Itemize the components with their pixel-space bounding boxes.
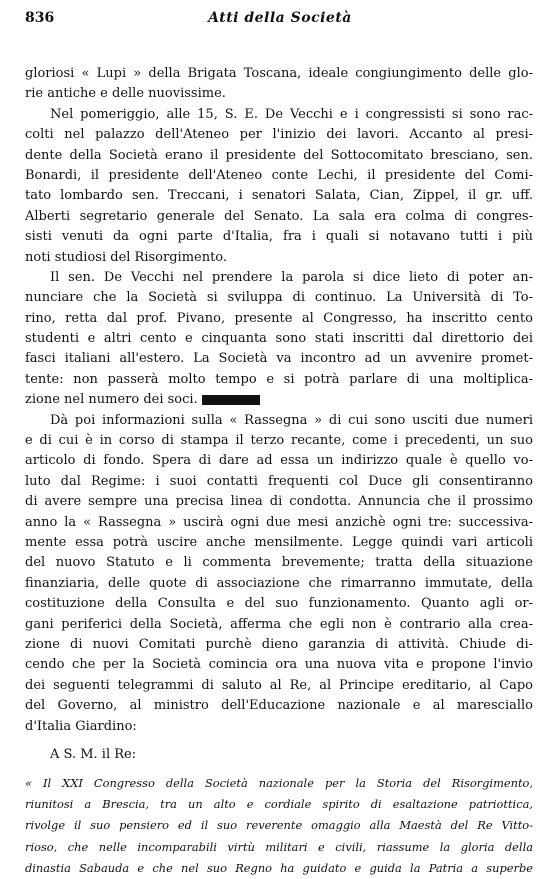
text-line: del Governo, al ministro dell'Educazione nazionale e al maresciallo [25,698,533,714]
text-line: fasci italiani all'estero. La Società va incontro ad un avvenire promet- [25,351,533,367]
text-line: dente della Società erano il presidente del Sottocomitato bresciano, sen. [25,147,533,163]
text-line: studenti e altri cento e cinquanta sono stati inscritti dal direttorio dei [25,331,533,347]
text-line: d'Italia Giardino: [25,718,137,734]
telegram-line: dinastia Sabauda e che nel suo Regno ha guidato e guida la Patria a superbe [25,861,533,876]
text-line: noti studiosi del Risorgimento. [25,249,228,265]
page-body [25,64,533,879]
page-number: 836 [25,10,55,26]
telegram-line: « Il XXI Congresso della Società nazionale per la Storia del Risorgimento, [25,775,533,790]
telegram-line: riunitosi a Brescia, tra un alto e cordiale spirito di esaltazione patriottica, [25,797,533,812]
text-line-with-redaction [25,390,533,410]
text-line: Dà poi informazioni sulla « Rassegna » di cui sono usciti due numeri [50,412,533,428]
paragraph [25,64,533,105]
text-line: rie antiche e delle nuovissime. [25,86,226,102]
paragraph [25,105,533,268]
text-line: e di cui è in corso di stampa il terzo recante, come i precedenti, un suo [25,433,533,449]
paragraph [25,268,533,411]
running-head: Atti della Società [208,10,352,26]
text-line: articolo di fondo. Spera di dare ad essa un indirizzo quale è quello vo- [25,453,533,469]
text-line: Alberti segretario generale del Senato. La sala era colma di congres- [25,208,533,224]
text-line: sisti venuti da ogni parte d'Italia, fra i quali si notavano tutti i più [25,229,533,245]
text-line: tato lombardo sen. Treccani, i senatori Salata, Cian, Zippel, il gr. uff. [25,188,533,204]
text-line: dei seguenti telegrammi di saluto al Re, al Principe ereditario, al Capo [25,677,533,693]
text-line: Il sen. De Vecchi nel prendere la parola si dice lieto di poter an- [50,269,533,285]
text-line: finanziaria, delle quote di associazione che rimarranno immutate, della [25,575,533,591]
text-line: Nel pomeriggio, alle 15, S. E. De Vecchi e i congressisti si sono rac- [50,106,533,122]
text-line: zione di nuovi Comitati purchè dieno garanzia di attività. Chiude di- [25,636,533,652]
text-line: zione nel numero dei soci. [25,392,198,408]
text-line: colti nel palazzo dell'Ateneo per l'inizio dei lavori. Accanto al presi- [25,127,533,143]
text-line: tente: non passerà molto tempo e si potrà parlare di una moltiplica- [25,371,533,387]
text-line: mente essa potrà uscire anche mensilmente. Legge quindi vari articoli [25,534,533,550]
text-line: luto dal Regime: i suoi contatti frequenti col Duce gli consentiranno [25,473,533,489]
text-line: rino, retta dal prof. Pivano, presente al Congresso, ha inscritto cento [25,310,533,326]
paragraph [25,411,533,737]
telegram-line: rivolge il suo pensiero ed il suo reverente omaggio alla Maestà del Re Vitto- [25,818,533,833]
telegram-text [25,773,533,879]
salutation: A S. M. il Re: [50,746,137,762]
text-line: cendo che per la Società comincia ora una nuova vita e propone l'invio [25,657,533,673]
redaction-mark [202,395,260,405]
page-header [25,10,535,30]
text-line: costituzione della Consulta e del suo funzionamento. Quanto agli or- [25,596,533,612]
telegram-line: rioso, che nelle incomparabili virtù militari e civili, riassume la gloria della [25,839,533,854]
text-line: gloriosi « Lupi » della Brigata Toscana, ideale congiungimento delle glo- [25,66,533,81]
text-line: del nuovo Statuto e li commenta brevemente; tratta della situazione [25,555,533,571]
text-line: anno la « Rassegna » uscirà ogni due mesi anzichè ogni tre: successiva- [25,514,533,530]
text-line: di avere sempre una precisa linea di condotta. Annuncia che il prossimo [25,494,533,510]
text-line: nunciare che la Società si sviluppa di continuo. La Università di To- [25,290,533,306]
text-line: Bonardi, il presidente dell'Ateneo conte Lechi, il presidente del Comi- [25,167,533,183]
text-line: gani periferici della Società, afferma che egli non è contrario alla crea- [25,616,533,632]
